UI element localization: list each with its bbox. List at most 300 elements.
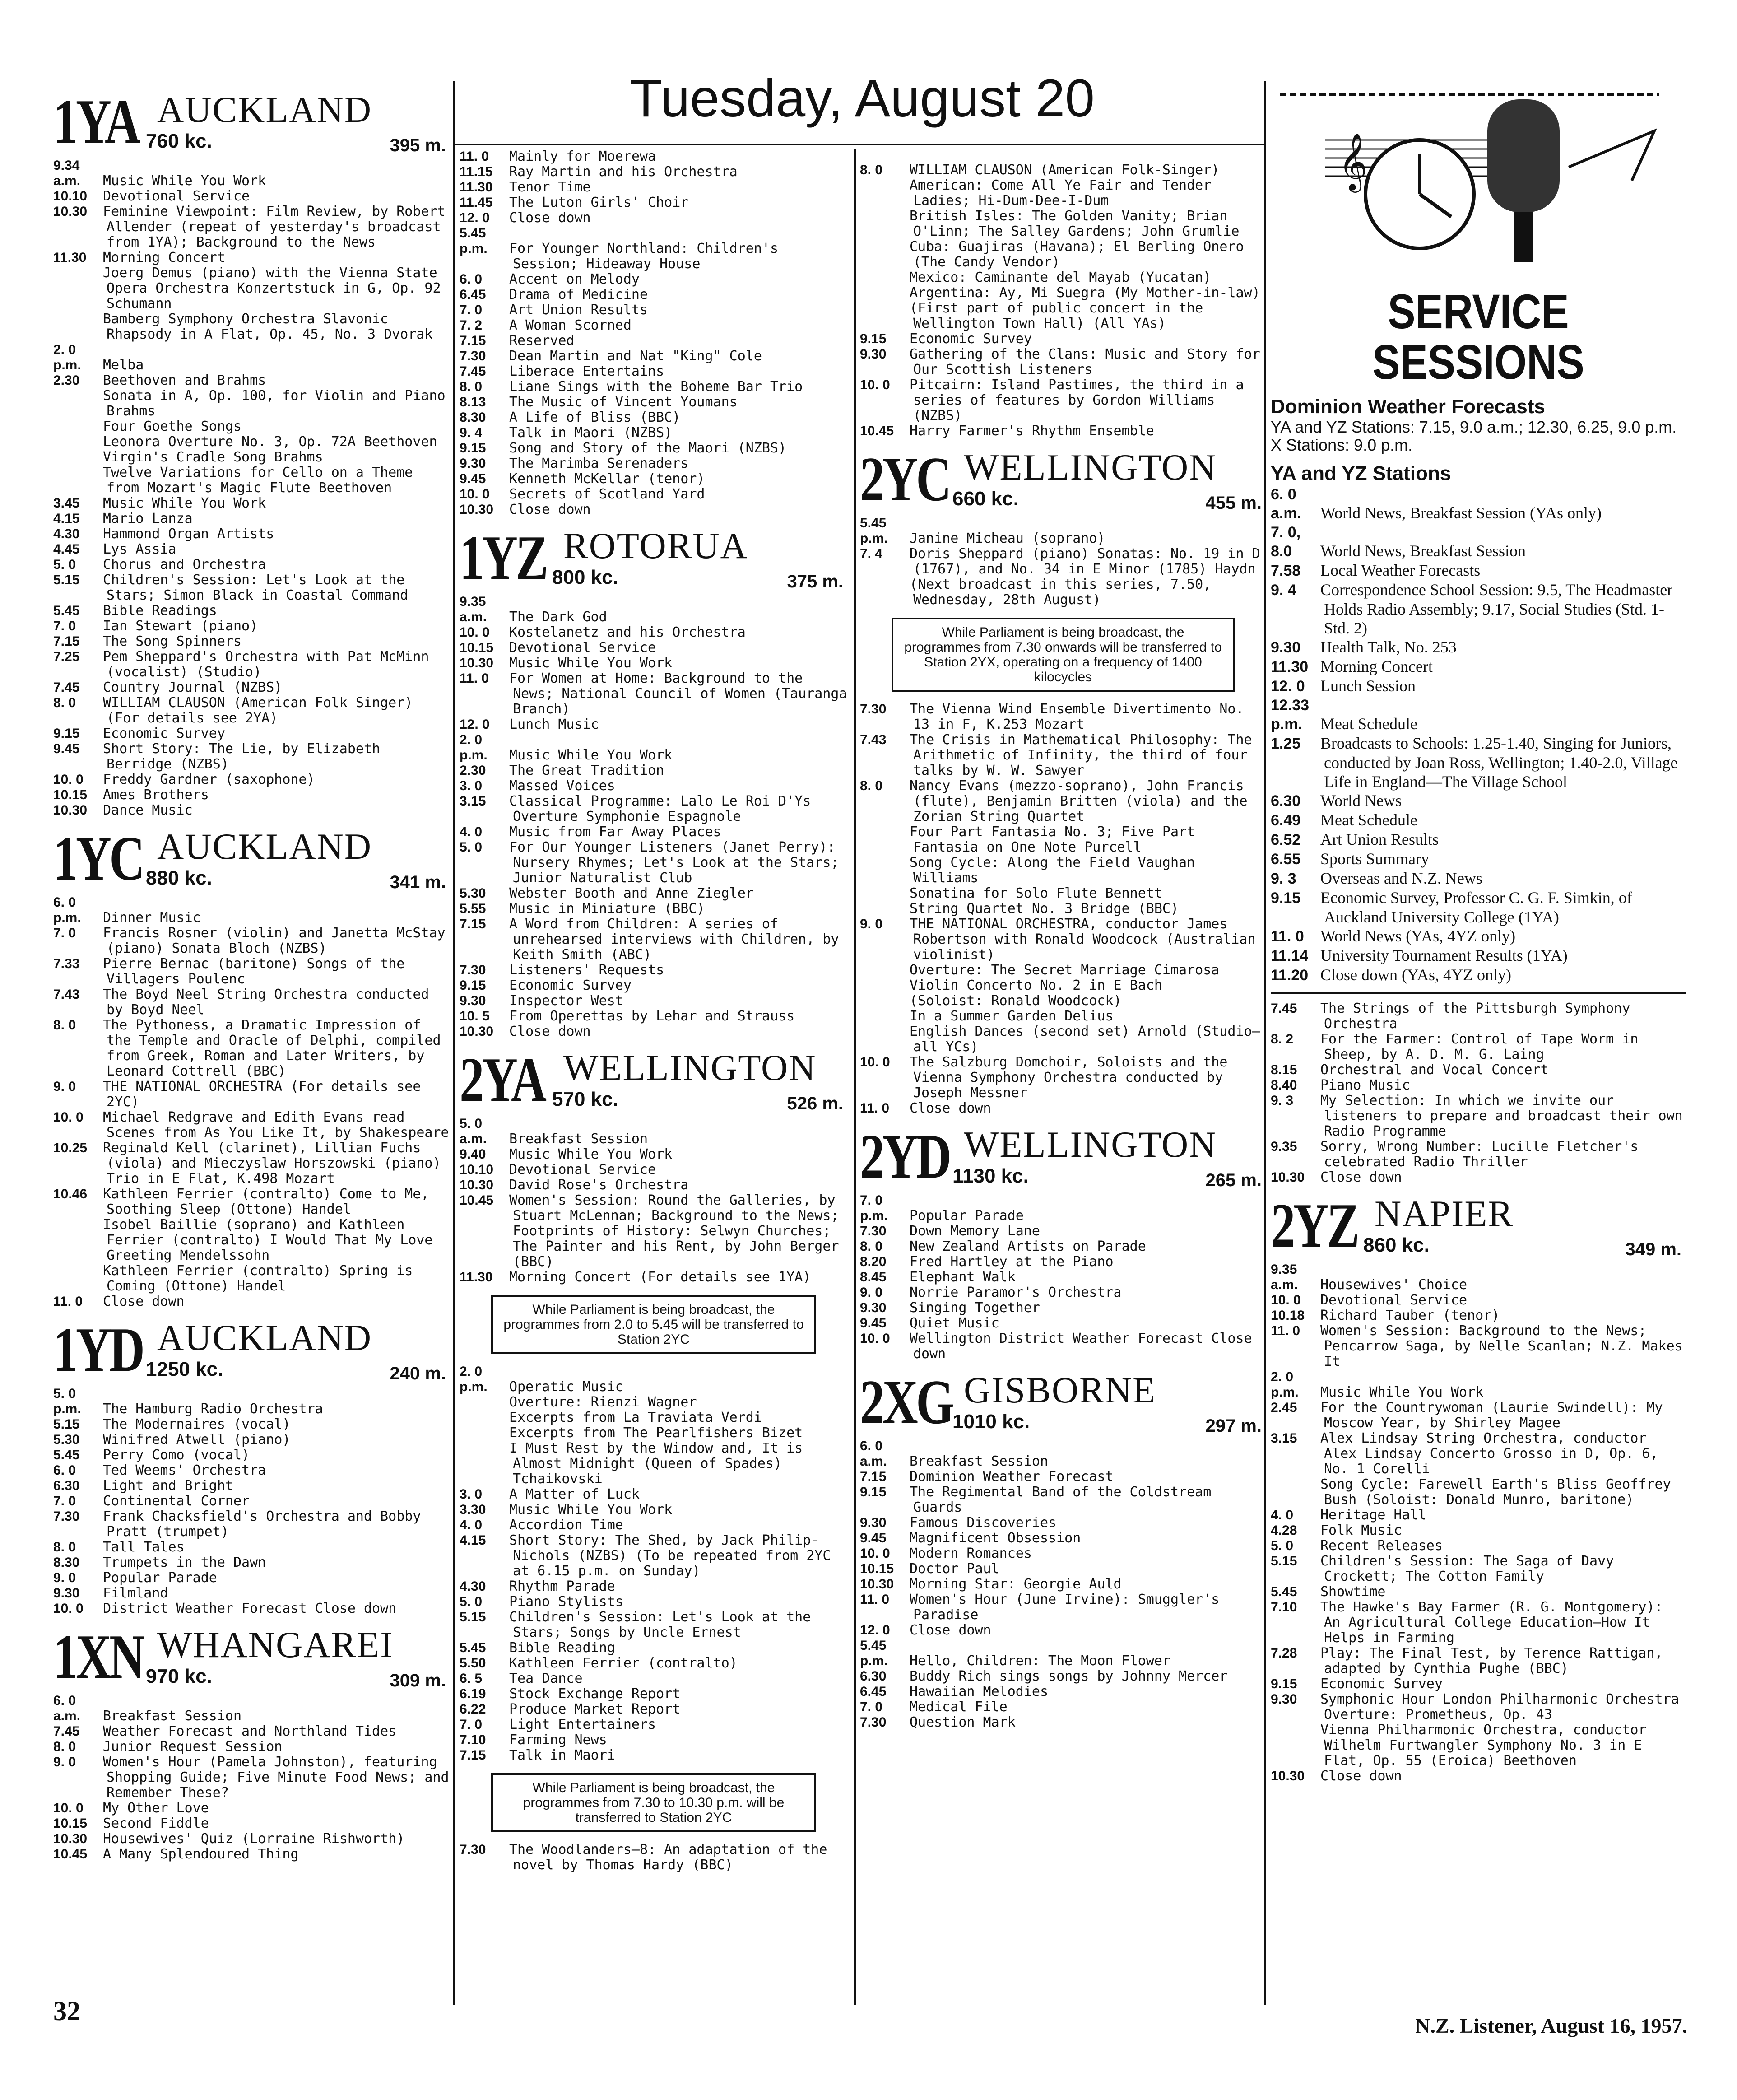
schedule-time: 4.30 <box>53 526 80 541</box>
schedule-time: 2. 0 p.m. <box>53 342 81 373</box>
schedule-time: 10. 0 <box>1271 1293 1301 1308</box>
schedule-item <box>1271 1769 1686 1784</box>
schedule-description: Bible Reading <box>509 1640 615 1656</box>
schedule-description: Feminine Viewpoint: Film Review, by Robert Allender (repeat of yesterday's broadcast from 1YA); Background to the News <box>103 204 446 250</box>
schedule-time: 10.25 <box>53 1141 88 1155</box>
schedule-description: Devotional Service <box>1320 1292 1468 1308</box>
schedule-description: Tenor Time <box>509 179 591 195</box>
schedule-time: 10. 0 <box>53 1601 84 1616</box>
schedule-item <box>53 1494 451 1509</box>
schedule-item <box>53 1831 451 1847</box>
schedule-item <box>1271 927 1686 946</box>
schedule-item <box>460 379 848 395</box>
schedule-item <box>860 1546 1266 1561</box>
schedule-description: Trumpets in the Dawn <box>103 1555 266 1570</box>
station-call-sign: 2XG <box>860 1367 952 1437</box>
schedule-time: 7. 0 <box>53 1494 76 1509</box>
schedule-item <box>460 1686 848 1702</box>
schedule-item <box>460 180 848 195</box>
schedule-time: 7.15 <box>460 1748 486 1763</box>
schedule-description: Tea Dance <box>509 1671 583 1686</box>
schedule-description: Housewives' Choice <box>1320 1277 1468 1293</box>
schedule-item <box>860 1669 1266 1684</box>
schedule-time: 7.10 <box>460 1732 486 1747</box>
schedule-description: Nancy Evans (mezzo-soprano), John Francis (flute), Benjamin Britten (viola) and the Zorian String Quartet <box>910 778 1248 824</box>
schedule-time: 6.49 <box>1271 812 1301 829</box>
parliament-notice: While Parliament is being broadcast, the programmes from 7.30 to 10.30 p.m. will be transferred to Station 2YC <box>491 1773 816 1832</box>
schedule-time: 10. 0 <box>860 1546 890 1561</box>
schedule-item <box>460 1579 848 1594</box>
schedule-time: 9.34 a.m. <box>53 158 81 188</box>
schedule-list <box>53 158 451 818</box>
schedule-item <box>860 1316 1266 1331</box>
schedule-item <box>53 434 451 450</box>
schedule-time: 1.25 <box>1271 735 1301 752</box>
schedule-time: 11.20 <box>1271 967 1309 984</box>
schedule-item <box>460 195 848 210</box>
schedule-description: A Word from Children: A series of unrehearsed interviews with Children, by Keith Smith (ABC) <box>509 916 839 963</box>
schedule-description: Alex Lindsay String Orchestra, conductor Alex Lindsay Concerto Grosso in D, Op. 6, No. 1 Corelli <box>1320 1430 1658 1477</box>
schedule-description: Heritage Hall <box>1320 1507 1426 1523</box>
schedule-time: 7.15 <box>860 1469 887 1484</box>
schedule-item <box>460 1410 848 1425</box>
schedule-item <box>860 424 1266 439</box>
schedule-description: A Matter of Luck <box>509 1486 640 1502</box>
schedule-description: The Woodlanders—8: An adaptation of the novel by Thomas Hardy (BBC) <box>509 1842 827 1873</box>
schedule-description: Mainly for Moerewa <box>509 149 656 164</box>
schedule-description: The Modernaires (vocal) <box>103 1416 291 1432</box>
schedule-description: Pem Sheppard's Orchestra with Pat McMinn (vocalist) (Studio) <box>103 649 429 680</box>
schedule-time: 6. 0 p.m. <box>53 895 81 925</box>
schedule-time: 8. 0 <box>860 778 883 793</box>
schedule-description: Norrie Paramor's Orchestra <box>910 1285 1122 1300</box>
schedule-description: Singing Together <box>910 1300 1040 1316</box>
schedule-time: 6.55 <box>1271 851 1301 868</box>
schedule-description: Broadcasts to Schools: 1.25-1.40, Singing for Juniors, conducted by Joan Ross, Wellington; 1.40-2.0, Village Life in England—The Village School <box>1320 734 1678 791</box>
schedule-description: Accordion Time <box>509 1517 623 1533</box>
schedule-description: Ames Brothers <box>103 787 209 803</box>
schedule-description: Violin Concerto No. 2 in E Bach <box>910 978 1162 993</box>
schedule-description: My Selection: In which we invite our listeners to prepare and broadcast their own Radio Programme <box>1320 1093 1683 1139</box>
schedule-item <box>460 441 848 456</box>
schedule-time: 10.10 <box>53 189 88 204</box>
schedule-time: 6.19 <box>460 1686 486 1701</box>
schedule-time: 8. 0 <box>860 1239 883 1254</box>
schedule-description: Song Cycle: Along the Field Vaughan Williams <box>910 855 1195 886</box>
schedule-list <box>53 1693 451 1862</box>
schedule-description: Bamberg Symphony Orchestra Slavonic Rhapsody in A Flat, Op. 45, No. 3 Dvorak <box>103 311 433 342</box>
schedule-item <box>53 1693 451 1724</box>
schedule-description: Hello, Children: The Moon Flower <box>910 1653 1170 1669</box>
schedule-description: Dinner Music <box>103 910 201 926</box>
schedule-item <box>53 895 451 926</box>
schedule-time: 5.45 <box>53 1448 80 1462</box>
schedule-item <box>460 272 848 287</box>
schedule-description: Piano Music <box>1320 1077 1410 1093</box>
station-block <box>53 1315 451 1616</box>
schedule-item <box>460 1024 848 1039</box>
schedule-time: 6.45 <box>460 287 486 302</box>
schedule-description: The Hawke's Bay Farmer (R. G. Montgomery): An Agricultural College Education—How It Helps in Farming <box>1320 1599 1663 1646</box>
schedule-time: 7.58 <box>1271 562 1301 579</box>
schedule-description: David Rose's Orchestra <box>509 1177 689 1193</box>
schedule-item <box>860 1485 1266 1515</box>
schedule-description: Massed Voices <box>509 778 615 794</box>
schedule-item <box>1271 1032 1686 1062</box>
schedule-time: 7.45 <box>460 364 486 379</box>
schedule-item <box>53 619 451 634</box>
schedule-description: Drama of Medicine <box>509 287 648 303</box>
schedule-description: Doris Sheppard (piano) Sonatas: No. 19 in D (1767), and No. 34 in E Minor (1785) Haydn <box>910 546 1260 577</box>
station-block <box>53 1622 451 1862</box>
station-call-sign: 2YC <box>860 444 950 514</box>
schedule-item <box>460 594 848 625</box>
schedule-description: The Hamburg Radio Orchestra <box>103 1401 323 1417</box>
station-block <box>460 149 848 517</box>
schedule-time: 11. 0 <box>1271 928 1304 945</box>
station-call-sign: 2YZ <box>1271 1191 1358 1261</box>
schedule-item <box>460 364 848 379</box>
schedule-time: 9.15 <box>860 1485 887 1499</box>
schedule-item <box>860 732 1266 778</box>
schedule-item <box>460 333 848 349</box>
schedule-time: 12. 0 <box>460 210 490 225</box>
schedule-item <box>53 772 451 787</box>
schedule-item <box>460 717 848 732</box>
schedule-description: Song and Story of the Maori (NZBS) <box>509 440 787 456</box>
schedule-time: 9. 0 <box>53 1755 76 1769</box>
schedule-description: Meat Schedule <box>1320 811 1417 829</box>
schedule-item <box>860 546 1266 577</box>
schedule-list <box>460 149 848 517</box>
schedule-item <box>460 901 848 917</box>
schedule-time: 7. 0 <box>460 303 483 317</box>
schedule-description: Joerg Demus (piano) with the Vienna State Opera Orchestra Konzertstuck in G, Op. 92 Schumann <box>103 265 441 312</box>
schedule-time: 9. 0 <box>53 1079 76 1094</box>
schedule-time: 10.30 <box>53 1831 88 1846</box>
schedule-item <box>53 450 451 465</box>
schedule-description: Symphonic Hour London Philharmonic Orchestra Overture: Prometheus, Op. 43 <box>1320 1691 1679 1723</box>
schedule-description: (Soloist: Ronald Woodcock) <box>910 993 1122 1009</box>
footer-publication: N.Z. Listener, August 16, 1957. <box>1415 2014 1687 2037</box>
schedule-description: New Zealand Artists on Parade <box>910 1239 1146 1254</box>
page-title: Tuesday, August 20 <box>630 69 1095 128</box>
schedule-item <box>53 1847 451 1862</box>
schedule-time: 7. 0 <box>53 619 76 633</box>
schedule-item <box>53 1540 451 1555</box>
schedule-item <box>53 1386 451 1417</box>
schedule-item <box>53 557 451 573</box>
schedule-description: Magnificent Obsession <box>910 1530 1081 1546</box>
schedule-description: Dance Music <box>103 802 193 818</box>
schedule-item <box>53 1586 451 1601</box>
schedule-time: 6. 0 a.m. <box>860 1439 887 1469</box>
schedule-list <box>1271 1262 1686 1784</box>
schedule-time: 11. 0 <box>460 149 489 164</box>
schedule-time: 4.15 <box>53 511 80 526</box>
schedule-item <box>860 516 1266 546</box>
schedule-item <box>53 342 451 373</box>
svg-text:𝄞: 𝄞 <box>1338 132 1368 190</box>
schedule-time: 5. 0 p.m. <box>53 1386 81 1416</box>
schedule-description: Hawaiian Melodies <box>910 1684 1049 1700</box>
schedule-time: 7.15 <box>460 917 486 931</box>
schedule-description: Breakfast Session <box>509 1131 648 1147</box>
schedule-time: 11. 0 <box>53 1294 83 1309</box>
schedule-item <box>53 603 451 619</box>
schedule-description: Gathering of the Clans: Music and Story for Our Scottish Listeners <box>910 346 1260 377</box>
schedule-time: 6.22 <box>460 1702 486 1717</box>
schedule-item <box>1271 1062 1686 1078</box>
schedule-item <box>1271 734 1686 791</box>
schedule-item <box>1271 1001 1686 1032</box>
schedule-description: Close down <box>910 1622 991 1638</box>
station-block <box>460 1045 848 1873</box>
schedule-item <box>1271 946 1686 965</box>
schedule-item <box>460 1162 848 1178</box>
schedule-item <box>460 164 848 180</box>
schedule-item <box>53 542 451 557</box>
schedule-item <box>460 502 848 517</box>
schedule-item <box>460 1116 848 1147</box>
schedule-item <box>860 1515 1266 1531</box>
parliament-notice: While Parliament is being broadcast, the programmes from 2.0 to 5.45 will be transferred to Station 2YC <box>491 1295 816 1354</box>
station-call-sign: 1YD <box>53 1315 143 1385</box>
schedule-description: Junior Request Session <box>103 1739 283 1755</box>
schedule-time: 8. 0 <box>53 695 76 710</box>
page-number: 32 <box>53 1996 80 2026</box>
schedule-time: 6.30 <box>860 1669 887 1684</box>
schedule-description: Mexico: Caminante del Mayab (Yucatan) <box>910 270 1212 285</box>
schedule-time: 10. 0 <box>860 1055 890 1070</box>
schedule-description: Morning Star: Georgie Auld <box>910 1576 1122 1592</box>
schedule-item <box>53 1509 451 1540</box>
schedule-item <box>53 1755 451 1801</box>
schedule-item <box>860 1009 1266 1024</box>
schedule-list <box>860 516 1266 608</box>
schedule-time: 10.18 <box>1271 1308 1305 1323</box>
ya-yz-heading: YA and YZ Stations <box>1271 462 1451 484</box>
station-city: AUCKLAND <box>157 89 372 130</box>
station-block <box>460 523 848 1039</box>
station-header <box>860 1367 1266 1439</box>
schedule-description: Sorry, Wrong Number: Lucille Fletcher's celebrated Radio Thriller <box>1320 1139 1639 1170</box>
station-frequency: 570 kc. <box>552 1088 618 1110</box>
schedule-description: Reserved <box>509 333 575 349</box>
schedule-description: Richard Tauber (tenor) <box>1320 1308 1500 1323</box>
schedule-item <box>460 1487 848 1502</box>
schedule-time: 4.28 <box>1271 1523 1297 1538</box>
schedule-time: 8.20 <box>860 1254 887 1269</box>
napier-block <box>1271 1191 1686 1784</box>
schedule-item <box>53 312 451 342</box>
schedule-description: Ray Martin and his Orchestra <box>509 164 738 180</box>
schedule-list <box>460 1842 848 1873</box>
schedule-description: Correspondence School Session: 9.5, The Headmaster Holds Radio Assembly; 9.17, Social Studies (Std. 1-Std. 2) <box>1320 581 1673 637</box>
schedule-time: 7.43 <box>860 732 887 747</box>
schedule-item <box>460 487 848 502</box>
schedule-item <box>860 1224 1266 1239</box>
schedule-item <box>860 1592 1266 1623</box>
schedule-item <box>860 377 1266 424</box>
schedule-description: Sonatina for Solo Flute Bennett <box>910 885 1162 901</box>
schedule-item <box>860 270 1266 285</box>
schedule-description: Song Cycle: Farewell Earth's Bliss Geoffrey Bush (Soloist: Donald Munro, baritone) <box>1320 1476 1671 1508</box>
schedule-description: Doctor Paul <box>910 1561 999 1577</box>
schedule-time: 11. 0 <box>460 671 489 686</box>
schedule-description: Winifred Atwell (piano) <box>103 1432 291 1448</box>
schedule-time: 5.30 <box>53 1432 80 1447</box>
schedule-description: Economic Survey <box>509 978 632 993</box>
schedule-time: 9. 3 <box>1271 1093 1294 1108</box>
schedule-description: Question Mark <box>910 1714 1016 1730</box>
schedule-item <box>860 1469 1266 1485</box>
schedule-list <box>53 1386 451 1616</box>
schedule-description: Play: The Final Test, by Terence Rattigan, adapted by Cynthia Pughe (BBC) <box>1320 1645 1663 1676</box>
schedule-item <box>53 634 451 649</box>
schedule-item <box>860 1270 1266 1285</box>
schedule-item <box>460 1395 848 1410</box>
schedule-description: Close down <box>509 502 591 517</box>
column-3 <box>860 163 1266 1730</box>
schedule-item <box>460 1717 848 1732</box>
schedule-description: Isobel Baillie (soprano) and Kathleen Ferrier (contralto) I Would That My Love Greeting Mendelssohn <box>103 1217 433 1263</box>
schedule-time: 7.30 <box>460 349 486 363</box>
schedule-description: Economic Survey, Professor C. G. F. Simkin, of Auckland University College (1YA) <box>1320 889 1632 926</box>
schedule-time: 10.30 <box>860 1577 894 1592</box>
schedule-item <box>53 649 451 680</box>
schedule-description: String Quartet No. 3 Bridge (BBC) <box>910 901 1179 917</box>
schedule-description: Classical Programme: Lalo Le Roi D'Ys Overture Symphonie Espagnole <box>509 793 811 824</box>
schedule-item <box>1271 810 1686 830</box>
station-block <box>860 1367 1266 1730</box>
schedule-item <box>53 388 451 419</box>
schedule-description: Morning Concert <box>1320 657 1433 675</box>
schedule-time: 10.30 <box>460 1178 494 1192</box>
schedule-description: Music While You Work <box>509 747 673 763</box>
schedule-description: Secrets of Scotland Yard <box>509 486 705 502</box>
schedule-time: 8. 0 <box>53 1739 76 1754</box>
station-city: ROTORUA <box>563 525 748 566</box>
schedule-description: Inspector West <box>509 993 623 1009</box>
schedule-description: The Salzburg Domchoir, Soloists and the Vienna Symphony Orchestra conducted by Joseph Messner <box>910 1054 1228 1101</box>
schedule-time: 8. 0 <box>53 1018 76 1033</box>
schedule-item <box>53 250 451 265</box>
schedule-time: 10. 0 <box>53 772 84 787</box>
schedule-item <box>460 210 848 226</box>
schedule-item <box>1271 1538 1686 1554</box>
schedule-item <box>460 287 848 303</box>
station-call-sign: 1XN <box>53 1622 143 1692</box>
schedule-item <box>1271 849 1686 869</box>
schedule-item <box>1271 696 1686 734</box>
schedule-description: Pierre Bernac (baritone) Songs of the Villagers Poulenc <box>103 956 405 987</box>
schedule-time: 9.35 <box>1271 1139 1297 1154</box>
schedule-item <box>460 1502 848 1518</box>
schedule-item <box>53 680 451 695</box>
schedule-item <box>860 702 1266 732</box>
schedule-description: Excerpts from The Pearlfishers Bizet <box>509 1425 803 1441</box>
schedule-description: Hammond Organ Artists <box>103 526 274 542</box>
schedule-description: Webster Booth and Anne Ziegler <box>509 885 754 901</box>
schedule-description: WILLIAM CLAUSON (American Folk Singer) (For details see 2YA) <box>103 695 413 726</box>
schedule-time: 5. 0 <box>460 1594 483 1609</box>
station-block <box>53 87 451 818</box>
schedule-time: 11. 0 <box>1271 1323 1300 1338</box>
schedule-description: Wellington District Weather Forecast Close down <box>910 1331 1252 1362</box>
schedule-item <box>460 732 848 763</box>
schedule-item <box>1271 965 1686 985</box>
schedule-description: Kathleen Ferrier (contralto) Come to Me, Soothing Sleep (Ottone) Handel <box>103 1186 429 1217</box>
station-frequency: 970 kc. <box>146 1665 212 1687</box>
schedule-item <box>860 1684 1266 1700</box>
schedule-time: 3.15 <box>460 794 486 809</box>
schedule-item <box>860 1055 1266 1101</box>
schedule-description: Pitcairn: Island Pastimes, the third in a series of features by Gordon Williams (NZBS) <box>910 377 1244 424</box>
schedule-time: 3. 0 <box>460 1487 483 1502</box>
schedule-time: 10. 0 <box>53 1110 84 1125</box>
schedule-description: WILLIAM CLAUSON (American Folk-Singer) <box>910 162 1220 178</box>
service-session-list <box>1271 485 1686 985</box>
schedule-item <box>1271 1323 1686 1369</box>
schedule-time: 9.45 <box>460 471 486 486</box>
schedule-item <box>860 1254 1266 1270</box>
schedule-time: 11.30 <box>460 180 493 195</box>
schedule-item <box>860 1623 1266 1638</box>
schedule-time: 9.15 <box>1271 1676 1297 1691</box>
schedule-description: Lunch Music <box>509 717 599 732</box>
schedule-time: 10.30 <box>53 204 88 219</box>
schedule-time: 5.15 <box>53 573 80 587</box>
schedule-description: A Many Splendoured Thing <box>103 1846 299 1862</box>
schedule-description: Close down <box>1320 1768 1402 1784</box>
station-header <box>53 87 451 158</box>
schedule-time: 8.40 <box>1271 1078 1297 1093</box>
column-2 <box>460 149 848 1873</box>
schedule-description: Sonata in A, Op. 100, for Violin and Piano Brahms <box>103 388 446 419</box>
schedule-description: Economic Survey <box>1320 1676 1443 1692</box>
continued-schedule-list <box>1271 1001 1686 1185</box>
schedule-time: 6. 0 <box>53 1463 76 1478</box>
schedule-item <box>860 347 1266 377</box>
schedule-description: Continental Corner <box>103 1493 250 1509</box>
schedule-description: Ted Weems' Orchestra <box>103 1462 266 1478</box>
schedule-description: Mario Lanza <box>103 511 193 526</box>
schedule-item <box>53 987 451 1018</box>
schedule-item <box>460 917 848 963</box>
schedule-description: For Our Younger Listeners (Janet Perry): Nursery Rhymes; Let's Look at the Stars; Junior Naturalist Club <box>509 839 839 886</box>
schedule-item <box>1271 1723 1686 1769</box>
schedule-description: Breakfast Session <box>103 1708 242 1724</box>
schedule-description: My Other Love <box>103 1800 209 1816</box>
schedule-description: Morning Concert (For details see 1YA) <box>509 1269 811 1285</box>
schedule-time: 11.30 <box>1271 658 1309 675</box>
schedule-item <box>53 1724 451 1739</box>
schedule-description: Music from Far Away Places <box>509 824 721 840</box>
schedule-time: 9.30 <box>460 456 486 471</box>
schedule-description: Liane Sings with the Boheme Bar Trio <box>509 379 803 395</box>
schedule-item <box>860 1300 1266 1316</box>
schedule-time: 10. 0 <box>860 1331 890 1346</box>
station-frequency: 880 kc. <box>146 867 212 889</box>
schedule-item <box>460 978 848 993</box>
schedule-time: 7. 2 <box>460 318 483 333</box>
schedule-time: 11.14 <box>1271 947 1309 964</box>
schedule-time: 4.30 <box>460 1579 486 1594</box>
schedule-item <box>53 956 451 987</box>
schedule-time: 9. 4 <box>460 425 483 440</box>
schedule-item <box>860 778 1266 824</box>
